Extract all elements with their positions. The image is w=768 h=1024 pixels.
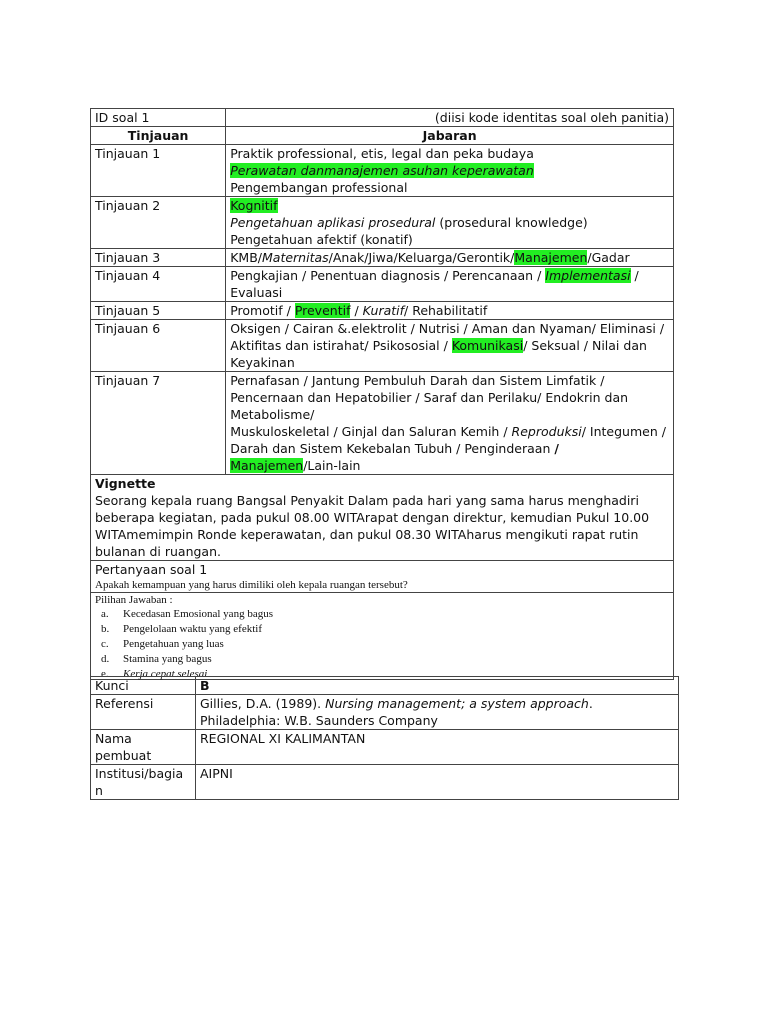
table-row — [91, 730, 679, 765]
label-line: n — [95, 783, 103, 798]
tinjauan-label: Tinjauan 6 — [91, 320, 226, 372]
vignette-cell — [91, 475, 674, 561]
tinjauan-label: Tinjauan 5 — [91, 302, 226, 320]
kunci-value: B — [196, 677, 679, 695]
table-row — [91, 302, 674, 320]
highlighted-term: Manajemen — [514, 250, 588, 265]
referensi-label: Referensi — [91, 695, 196, 730]
jabaran-text: /Gadar — [587, 250, 630, 265]
highlighted-term: Preventif — [294, 303, 351, 318]
highlighted-term: Manajemen — [230, 458, 304, 473]
table-row — [91, 372, 674, 475]
choice-letter: c. — [101, 638, 109, 650]
id-note: (diisi kode identitas soal oleh panitia) — [226, 109, 674, 127]
question-table — [90, 108, 674, 680]
vignette-title: Vignette — [95, 476, 156, 491]
jabaran-cell — [226, 197, 674, 249]
question-text: Apakah kemampuan yang harus dimiliki oleh kepala ruangan tersebut? — [95, 579, 408, 591]
jabaran-text: / — [630, 268, 639, 283]
choice-text: Pengetahuan yang luas — [123, 638, 224, 650]
jabaran-cell — [226, 320, 674, 372]
label-line: Institusi/bagia — [95, 766, 184, 781]
choice-item — [101, 622, 669, 637]
pembuat-label — [91, 730, 196, 765]
jabaran-line: Pengembangan professional — [230, 180, 408, 195]
table-row — [91, 267, 674, 302]
jabaran-text: Muskuloskeletal / Ginjal dan Saluran Kemih / — [230, 424, 512, 439]
table-row — [91, 677, 679, 695]
table-header-row — [91, 127, 674, 145]
institusi-label — [91, 765, 196, 800]
highlighted-term: Implementasi — [545, 268, 631, 283]
id-label: ID soal 1 — [91, 109, 226, 127]
jabaran-text: /Lain-lain — [303, 458, 361, 473]
table-row — [91, 197, 674, 249]
choices-row — [91, 593, 674, 680]
choice-list — [95, 607, 669, 679]
tinjauan-label: Tinjauan 2 — [91, 197, 226, 249]
column-header-jabaran: Jabaran — [226, 127, 674, 145]
jabaran-text: Darah dan Sistem Kekebalan Tubuh / Penginderaan — [230, 441, 555, 456]
vignette-line: Seorang kepala ruang Bangsal Penyakit Dalam pada hari yang sama harus menghadiri — [95, 493, 639, 508]
jabaran-line: Praktik professional, etis, legal dan peka budaya — [230, 146, 534, 161]
choice-text: Pengelolaan waktu yang efektif — [123, 623, 262, 635]
jabaran-line: Evaluasi — [230, 285, 283, 300]
jabaran-cell — [226, 302, 674, 320]
jabaran-text: / Integumen / — [581, 424, 666, 439]
choice-text: Stamina yang bagus — [123, 653, 212, 665]
choice-item — [101, 607, 669, 622]
jabaran-text: Reproduksi — [511, 424, 582, 439]
ref-publisher: Philadelphia: W.B. Saunders Company — [200, 713, 438, 728]
jabaran-cell — [226, 145, 674, 197]
tinjauan-label: Tinjauan 7 — [91, 372, 226, 475]
choice-letter: a. — [101, 608, 109, 620]
label-line: pembuat — [95, 748, 152, 763]
jabaran-text: Aktifitas dan istirahat/ Psikososial / — [230, 338, 452, 353]
jabaran-line: Pernafasan / Jantung Pembuluh Darah dan Sistem Limfatik / — [230, 373, 605, 388]
label-line: Nama — [95, 731, 132, 746]
ref-text: . — [588, 696, 593, 711]
jabaran-text: KMB/ — [230, 250, 262, 265]
jabaran-text: / — [350, 303, 363, 318]
ref-text: Gillies, D.A. (1989). — [200, 696, 326, 711]
jabaran-text: /Anak/Jiwa/Keluarga/Gerontik/ — [328, 250, 515, 265]
referensi-value — [196, 695, 679, 730]
jabaran-text: Pengkajian / Penentuan diagnosis / Perencanaan / — [230, 268, 546, 283]
choice-text: Kecedasan Emosional yang bagus — [123, 608, 273, 620]
jabaran-text: / Seksual / Nilai dan — [523, 338, 647, 353]
jabaran-text: / Rehabilitatif — [404, 303, 488, 318]
table-row — [91, 765, 679, 800]
tinjauan-label: Tinjauan 4 — [91, 267, 226, 302]
tinjauan-label: Tinjauan 3 — [91, 249, 226, 267]
jabaran-text: / — [554, 441, 559, 456]
table-row — [91, 320, 674, 372]
choices-cell — [91, 593, 674, 680]
jabaran-text: Kuratif — [362, 303, 405, 318]
highlighted-term: Perawatan danmanajemen asuhan keperawatan — [230, 163, 534, 178]
jabaran-text: (prosedural knowledge) — [435, 215, 588, 230]
highlighted-term: Kognitif — [230, 198, 278, 213]
choice-item — [101, 637, 669, 652]
jabaran-line: Metabolisme/ — [230, 407, 315, 422]
table-row — [91, 145, 674, 197]
question-cell — [91, 561, 674, 593]
vignette-row — [91, 475, 674, 561]
question-row — [91, 561, 674, 593]
choices-title: Pilihan Jawaban : — [95, 594, 173, 606]
choice-letter: d. — [101, 653, 110, 665]
choice-item — [101, 652, 669, 667]
highlighted-term: Komunikasi — [451, 338, 524, 353]
column-header-tinjauan: Tinjauan — [91, 127, 226, 145]
jabaran-line: Oksigen / Cairan &.elektrolit / Nutrisi / Aman dan Nyaman/ Eliminasi / — [230, 321, 665, 336]
kunci-label: Kunci — [91, 677, 196, 695]
jabaran-text: Maternitas — [262, 250, 329, 265]
jabaran-cell — [226, 249, 674, 267]
pembuat-value: REGIONAL XI KALIMANTAN — [196, 730, 679, 765]
vignette-line: bulanan di ruangan. — [95, 544, 221, 559]
jabaran-cell — [226, 267, 674, 302]
table-row — [91, 109, 674, 127]
choice-letter: e. — [101, 668, 109, 680]
vignette-line: beberapa kegiatan, pada pukul 08.00 WITArapat dengan direktur, kemudian Pukul 10.00 — [95, 510, 650, 525]
ref-title: Nursing management; a system approach — [325, 696, 589, 711]
question-title: Pertanyaan soal 1 — [95, 562, 208, 577]
table-row — [91, 695, 679, 730]
metadata-table — [90, 676, 679, 800]
jabaran-line: Pencernaan dan Hepatobilier / Saraf dan Perilaku/ Endokrin dan — [230, 390, 629, 405]
jabaran-line: Keyakinan — [230, 355, 295, 370]
institusi-value: AIPNI — [196, 765, 679, 800]
choice-letter: b. — [101, 623, 110, 635]
tinjauan-label: Tinjauan 1 — [91, 145, 226, 197]
choice-text: Kerja cepat selesai — [123, 668, 208, 680]
jabaran-text: Pengetahuan aplikasi prosedural — [230, 215, 436, 230]
jabaran-text: Promotif / — [230, 303, 295, 318]
vignette-line: WITAmemimpin Ronde keperawatan, dan pukul 08.30 WITAharus mengikuti rapat rutin — [95, 527, 639, 542]
table-row — [91, 249, 674, 267]
jabaran-cell — [226, 372, 674, 475]
jabaran-line: Pengetahuan afektif (konatif) — [230, 232, 413, 247]
